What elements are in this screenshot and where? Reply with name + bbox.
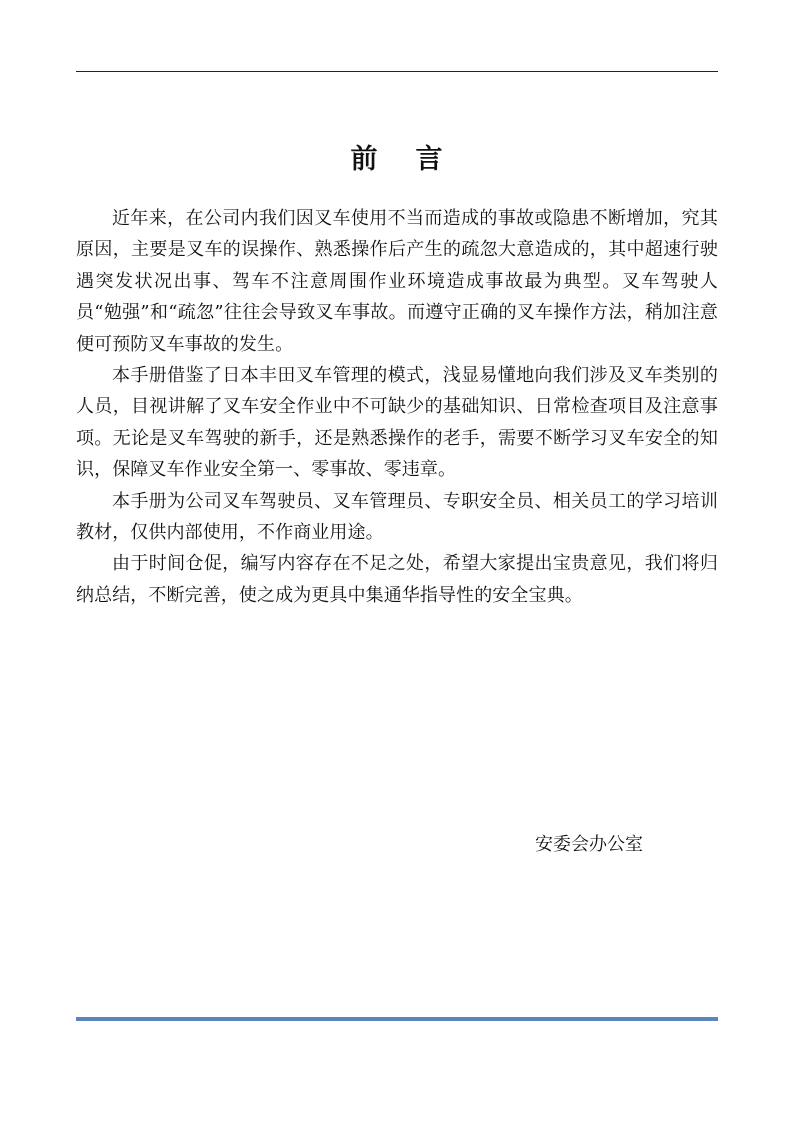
header-rule <box>76 71 718 72</box>
page-title <box>0 140 793 180</box>
paragraph-4: 由于时间仓促，编写内容存在不足之处，希望大家提出宝贵意见，我们将归纳总结，不断完善，使之成为更具中集通华指导性的安全宝典。 <box>76 553 718 606</box>
preface-body <box>76 203 718 611</box>
footer-rule <box>76 1017 718 1021</box>
paragraph-1: 近年来，在公司内我们因叉车使用不当而造成的事故或隐患不断增加，究其原因，主要是叉车的误操作、熟悉操作后产生的疏忽大意造成的，其中超速行驶遇突发状况出事、驾车不注意周围作业环境造成事故最为典型。叉车驾驶人员“勉强”和“疏忽”往往会导致叉车事故。而遵守正确的叉车操作方法，稍加注意便可预防叉车事故的发生。 <box>76 208 718 355</box>
title-char-2: 言 <box>415 144 443 175</box>
title-char-1: 前 <box>350 144 378 175</box>
signature: 安委会办公室 <box>535 834 643 855</box>
paragraph-3: 本手册为公司叉车驾驶员、叉车管理员、专职安全员、相关员工的学习培训教材，仅供内部使用，不作商业用途。 <box>76 490 718 544</box>
paragraph-2: 本手册借鉴了日本丰田叉车管理的模式，浅显易懂地向我们涉及叉车类别的人员，目视讲解了叉车安全作业中不可缺少的基础知识、日常检查项目及注意事项。无论是叉车驾驶的新手，还是熟悉操作的老手，需要不断学习叉车安全的知识，保障叉车作业安全第一、零事故、零违章。 <box>76 365 718 481</box>
